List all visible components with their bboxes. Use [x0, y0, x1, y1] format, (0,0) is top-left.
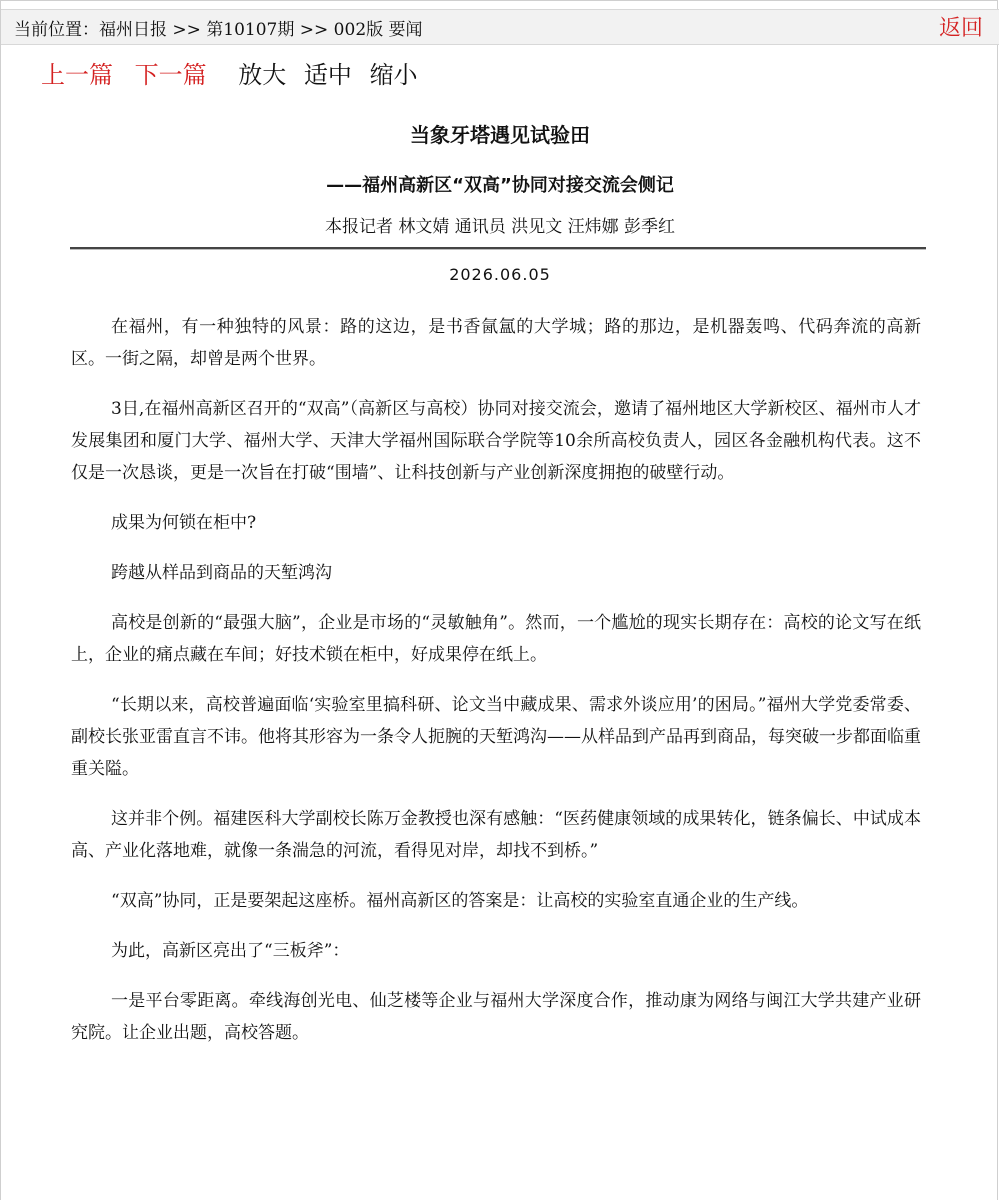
article-paragraph: 跨越从样品到商品的天堑鸿沟 [111, 563, 332, 583]
zoom-fit-link[interactable]: 适中 [303, 61, 352, 89]
article-paragraph: 为此，高新区亮出了“三板斧”： [111, 941, 350, 961]
article-paragraph: “双高”协同，正是要架起这座桥。福州高新区的答案是：让高校的实验室直通企业的生产线。 [111, 891, 809, 911]
article-paragraph: 一是平台零距离。牵线海创光电、仙芝楼等企业与福州大学深度合作，推动康为网络与闽江大学共建产业研究院。让企业出题，高校答题。 [71, 991, 921, 1043]
zoom-in-link[interactable]: 放大 [238, 61, 287, 89]
zoom-out-link[interactable]: 缩小 [369, 61, 418, 89]
article-date: 2026.06.05 [449, 265, 551, 284]
prev-article-link[interactable]: 上一篇 [41, 61, 113, 89]
article-paragraph: 成果为何锁在柜中? [111, 513, 257, 533]
article-paragraph: 3日,在福州高新区召开的“双高”（高新区与高校）协同对接交流会，邀请了福州地区大学新校区、福州市人才发展集团和厦门大学、福州大学、天津大学福州国际联合学院等10余所高校负责人，园区各金融机构代表。这不仅是一次恳谈，更是一次旨在打破“围墙”、让科技创新与产业创新深度拥抱的破壁行动。 [71, 399, 921, 483]
article-subtitle: ——福州高新区“双高”协同对接交流会侧记 [326, 175, 674, 196]
article-nav [41, 59, 418, 91]
title-divider [70, 247, 926, 250]
breadcrumb-paper-link[interactable]: 福州日报 [99, 20, 167, 40]
next-article-link[interactable]: 下一篇 [134, 61, 207, 89]
article-paragraph: “长期以来，高校普遍面临‘实验室里搞科研、论文当中藏成果、需求外谈应用’的困局。”福州大学党委常委、副校长张亚雷直言不讳。他将其形容为一条令人扼腕的天堑鸿沟——从样品到产品再到商品，每突破一步都面临重重关隘。 [71, 695, 921, 779]
breadcrumb-prefix: 当前位置： [14, 20, 99, 40]
breadcrumb-issue-link[interactable]: >> 第10107期 [167, 20, 295, 40]
breadcrumb [14, 20, 423, 40]
article-paragraph: 这并非个例。福建医科大学副校长陈万金教授也深有感触：“医药健康领域的成果转化，链条偏长、中试成本高、产业化落地难，就像一条湍急的河流，看得见对岸，却找不到桥。” [71, 809, 921, 861]
back-link[interactable]: 返回 [938, 16, 983, 41]
article-paragraph: 高校是创新的“最强大脑”，企业是市场的“灵敏触角”。然而，一个尴尬的现实长期存在：高校的论文写在纸上，企业的痛点藏在车间；好技术锁在柜中，好成果停在纸上。 [71, 613, 921, 665]
location-bar [1, 9, 999, 45]
article-authors: 本报记者 林文婧 通讯员 洪见文 汪炜娜 彭季红 [324, 217, 676, 237]
article-body [71, 311, 921, 1067]
article-title: 当象牙塔遇见试验田 [410, 123, 590, 147]
breadcrumb-page-link[interactable]: >> 002版 要闻 [294, 20, 423, 40]
article-paragraph: 在福州，有一种独特的风景：路的这边，是书香氤氲的大学城；路的那边，是机器轰鸣、代码奔流的高新区。一街之隔，却曾是两个世界。 [71, 317, 921, 369]
